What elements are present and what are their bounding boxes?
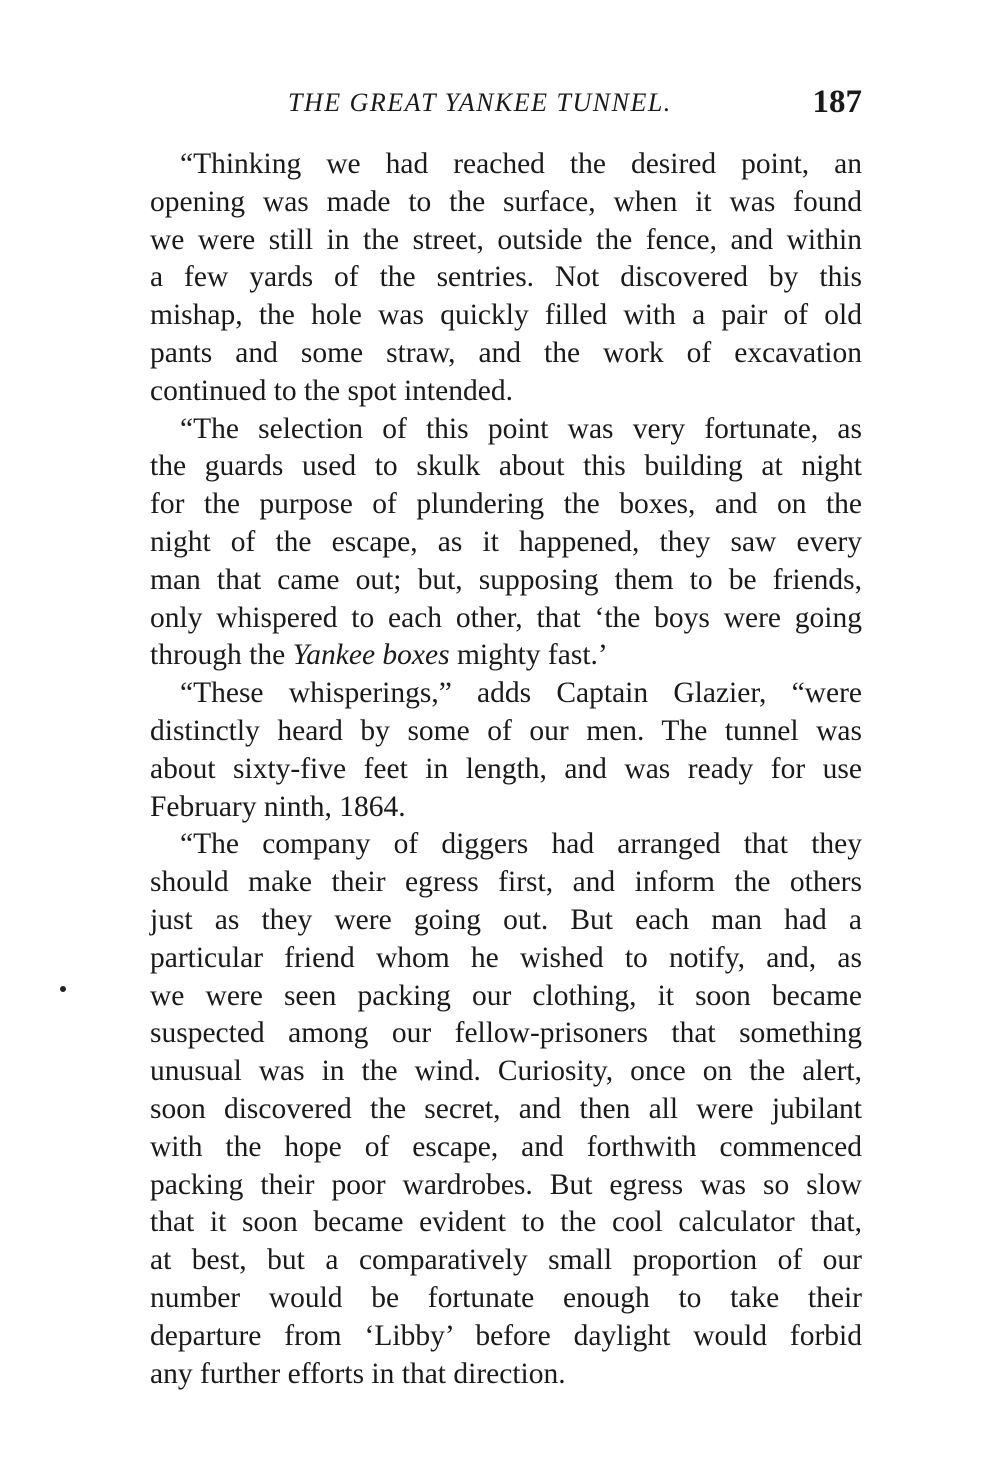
text-line: any further efforts in that direction.	[150, 1357, 566, 1390]
text-line: just as they were going out. But each man had a	[150, 903, 862, 936]
text-line: opening was made to the surface, when it was found	[150, 185, 862, 218]
italic-text-run: Yankee boxes	[292, 639, 450, 672]
text-line: continued to the spot intended.	[150, 374, 513, 407]
text-line: with the hope of escape, and forthwith commenced	[150, 1130, 862, 1163]
running-head	[150, 84, 862, 128]
text-line: that it soon became evident to the cool calculator that,	[150, 1206, 862, 1239]
paragraph-3	[150, 675, 862, 826]
text-line: distinctly heard by some of our men. The tunnel was	[150, 714, 862, 747]
page-number: 187	[812, 84, 862, 120]
text-line: for the purpose of plundering the boxes, and on the	[150, 488, 862, 521]
text-line: “Thinking we had reached the desired point, an	[180, 148, 862, 180]
text-line-mixed	[150, 637, 862, 675]
text-line: “The company of diggers had arranged that they	[180, 828, 862, 861]
text-line: suspected among our fellow-prisoners that something	[150, 1017, 862, 1050]
text-line: unusual was in the wind. Curiosity, once on the alert,	[150, 1055, 862, 1088]
text-line: “The selection of this point was very fortunate, as	[180, 412, 862, 445]
text-line: February ninth, 1864.	[150, 790, 406, 823]
ink-speck	[60, 986, 66, 992]
text-line: at best, but a comparatively small proportion of our	[150, 1244, 862, 1277]
paragraph-1	[150, 146, 862, 411]
running-title: THE GREAT YANKEE TUNNEL.	[288, 88, 672, 117]
text-line: pants and some straw, and the work of excavation	[150, 336, 862, 369]
text-line: soon discovered the secret, and then all were jubilant	[150, 1092, 862, 1125]
text-line: only whispered to each other, that ‘the boys were going	[150, 601, 862, 634]
text-line: “These whisperings,” adds Captain Glazier, “were	[180, 677, 862, 710]
text-line: particular friend whom he wished to notify, and, as	[150, 941, 862, 974]
text-line: man that came out; but, supposing them to be friends,	[150, 563, 862, 596]
paragraph-4	[150, 826, 862, 1393]
text-line: the guards used to skulk about this building at night	[150, 450, 862, 483]
text-line: should make their egress first, and inform the others	[150, 866, 862, 899]
text-line: number would be fortunate enough to take their	[150, 1281, 862, 1314]
text-line: packing their poor wardrobes. But egress was so slow	[150, 1168, 862, 1201]
text-run: through the	[150, 639, 293, 672]
text-run: mighty fast.’	[449, 639, 608, 672]
text-line: we were seen packing our clothing, it soon became	[150, 979, 862, 1012]
text-line: about sixty-five feet in length, and was ready for use	[150, 752, 862, 785]
text-line: night of the escape, as it happened, they saw every	[150, 525, 862, 558]
text-line: mishap, the hole was quickly filled with a pair of old	[150, 299, 862, 332]
body-text	[150, 146, 862, 1393]
text-line: departure from ‘Libby’ before daylight would forbid	[150, 1319, 862, 1352]
text-line: we were still in the street, outside the fence, and within	[150, 223, 862, 256]
text-line: a few yards of the sentries. Not discovered by this	[150, 261, 862, 294]
paragraph-2	[150, 411, 862, 676]
